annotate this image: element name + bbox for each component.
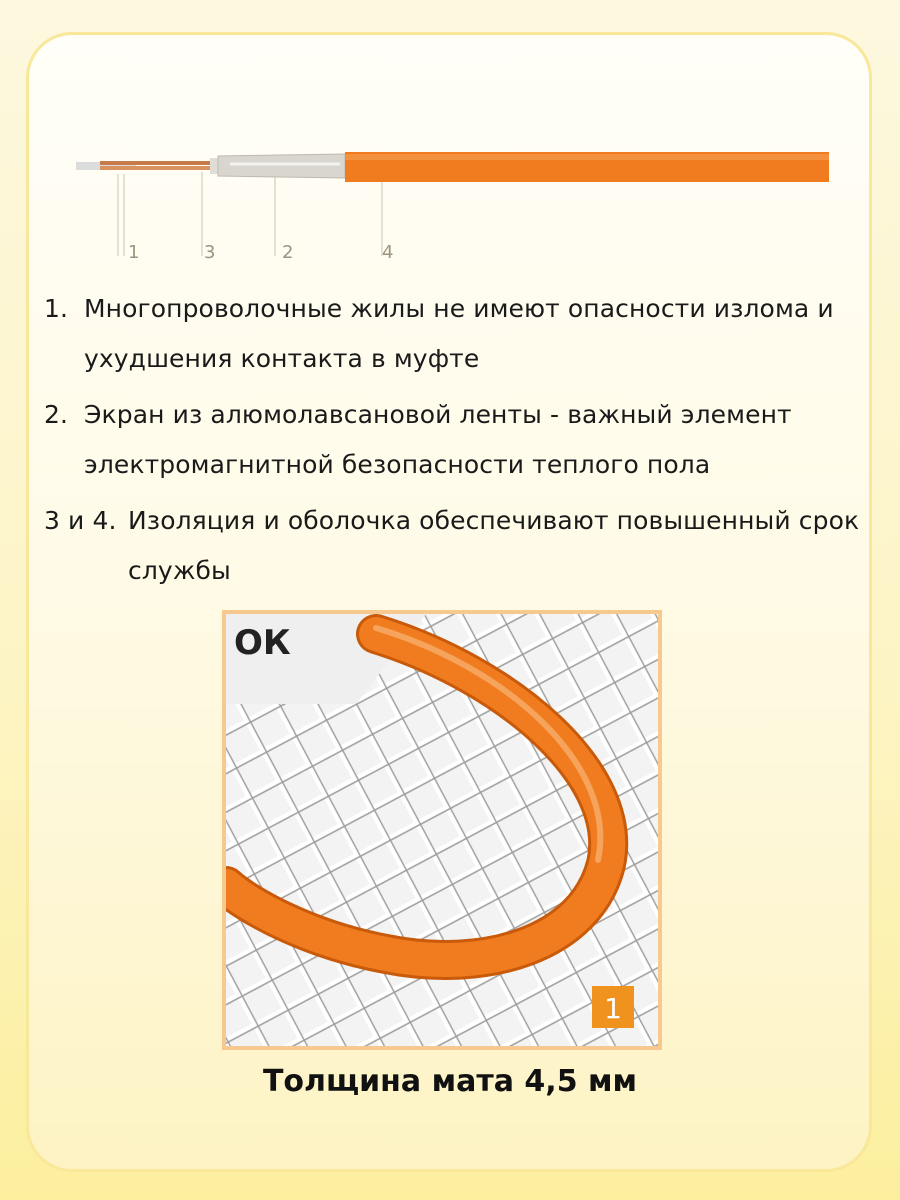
photo-badge-number: 1 [604,992,622,1025]
feature-item [44,390,884,490]
cable-structure-diagram [60,140,850,270]
feature-text: Многопроволочные жилы не имеют опасности излома и ухудшения контакта в муфте [84,294,834,373]
feature-item [44,496,884,596]
feature-text: Изоляция и оболочка обеспечивают повышенный срок службы [128,506,860,585]
feature-number: 1. [44,294,69,323]
feature-item [44,284,884,384]
mat-logo-fragment: ОК [234,623,291,663]
diagram-label-3: 3 [204,242,216,263]
feature-number: 3 и 4. [44,506,117,535]
feature-list [44,284,884,596]
feature-text: Экран из алюмолавсановой ленты - важный элемент электромагнитной безопасности теплого пола [84,400,792,479]
copper-strand [100,161,220,165]
feature-number: 2. [44,400,69,429]
diagram-label-4: 4 [382,242,394,263]
mat-thickness-caption: Толщина мата 4,5 мм [262,1064,638,1099]
diagram-label-1: 1 [128,242,140,263]
copper-strand [100,166,220,170]
diagram-label-2: 2 [282,242,294,263]
aluminium-screen [218,154,345,178]
heating-mat-photo [222,610,662,1050]
